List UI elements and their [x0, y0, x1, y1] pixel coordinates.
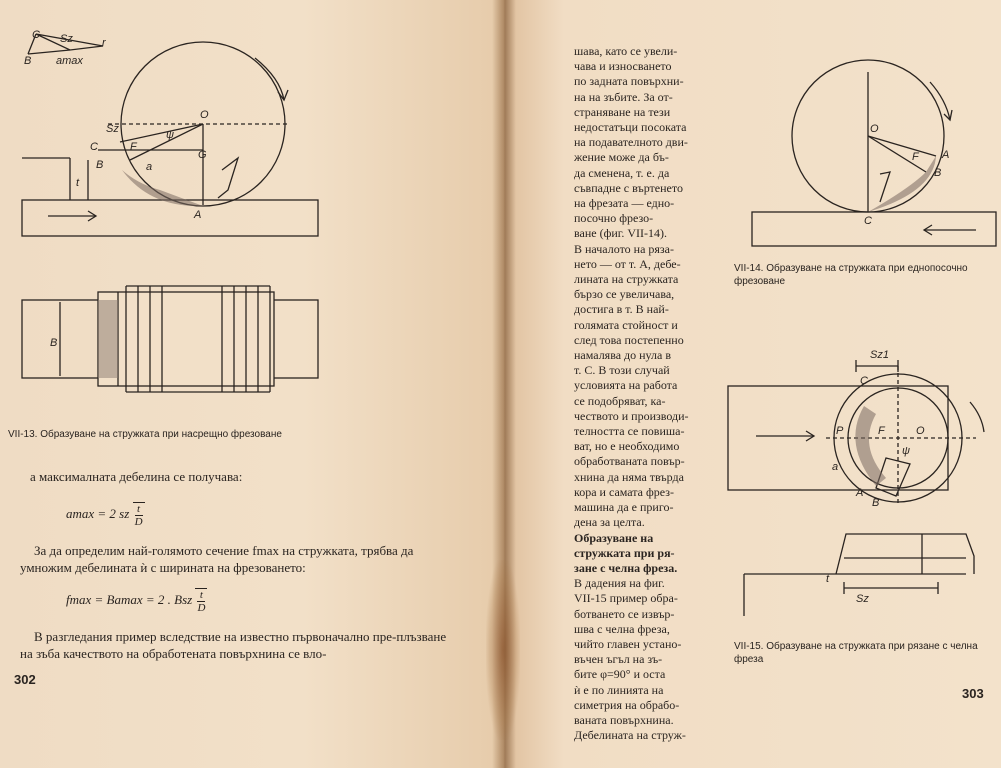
fig13-caption: VII-13. Образуване на стружката при насрещно фрезоване — [8, 429, 282, 440]
label-f-15: F — [878, 425, 885, 437]
page-number-left: 302 — [14, 672, 36, 687]
column-line: голямата стойност и — [574, 317, 678, 332]
column-line: бързо се увеличава, — [574, 287, 675, 302]
page-stain — [486, 560, 520, 740]
column-line: ване (фиг. VII-14). — [574, 226, 667, 241]
text-max-section: За да определим най-голямото сечение fmax на стружката, трябва да умножим дебелината ѝ с ширината на фрезоването: — [20, 543, 414, 575]
label-sz: Sz — [106, 123, 119, 135]
label-p: P — [836, 425, 844, 437]
eq1-den: D — [134, 516, 143, 528]
label-r: r — [102, 37, 106, 49]
column-line: на на зъбите. За от- — [574, 89, 673, 104]
column-line: ботването се извър- — [574, 606, 675, 621]
label-g: G — [198, 149, 207, 161]
column-line: В началото на ряза- — [574, 241, 674, 256]
column-line: недостатъци посоката — [574, 120, 687, 135]
column-line: на фрезата — едно- — [574, 196, 675, 211]
label-c: C — [90, 141, 98, 153]
label-sz-15: Sz — [856, 593, 869, 605]
column-line: т. C. В този случай — [574, 363, 670, 378]
eq2-left: fmax = Bamax = 2 . Bsz — [66, 591, 193, 607]
column-line: по задната повърхни- — [574, 74, 684, 89]
column-line: въчен ъгъл на зъ- — [574, 652, 663, 667]
label-amax: amax — [56, 55, 83, 67]
column-line: Образуване на — [574, 530, 654, 545]
column-line: нето — от т. A, дебе- — [574, 256, 681, 271]
column-line: ваната повърхнина. — [574, 712, 674, 727]
column-line: след това постепенно — [574, 332, 684, 347]
column-line: симетрия на обрабо- — [574, 697, 680, 712]
label-o-14: O — [870, 123, 879, 135]
column-line: обработваната повър- — [574, 454, 685, 469]
column-line: зане с челна фреза. — [574, 560, 678, 575]
label-c-14: C — [864, 215, 872, 227]
label-psi-15: ψ — [902, 445, 911, 457]
label-f: F — [130, 141, 137, 153]
label-c-15: C — [860, 375, 868, 387]
fig14-caption: VII-14. Образуване на стружката при еднопосочно фрезоване — [734, 263, 968, 287]
figure-vii-14 — [750, 52, 1000, 252]
column-line: ват, но е необходимо — [574, 439, 680, 454]
column-line: шава, като се увели- — [574, 44, 678, 58]
column-line: се подобряват, ка- — [574, 393, 666, 408]
equation-amax — [66, 502, 145, 528]
column-line: съвпадне с въртенето — [574, 180, 683, 195]
eq1-left: amax = 2 sz — [66, 505, 130, 521]
label-c-vector: C — [32, 29, 40, 41]
eq2-num: t — [197, 589, 205, 602]
label-a-point: A — [194, 209, 202, 221]
label-o: O — [200, 109, 209, 121]
column-line: чийто главен устано- — [574, 636, 682, 651]
fig15-caption: VII-15. Образуване на стружката при рязане с челна фреза — [734, 641, 978, 665]
label-t: t — [76, 177, 80, 189]
label-sz1: Sz1 — [870, 349, 889, 361]
column-line: условията на работа — [574, 378, 678, 393]
label-apoint-15: A — [856, 487, 864, 499]
column-line: VII-15 пример обра- — [574, 591, 678, 606]
equation-fmax — [66, 588, 207, 614]
column-line: чава и износването — [574, 59, 672, 74]
hatched-chip-area — [98, 300, 118, 378]
label-t-15: t — [826, 573, 830, 585]
column-line: жение може да бъ- — [574, 150, 669, 165]
label-psi: ψ — [166, 129, 175, 141]
figure-vii-13 — [10, 20, 340, 420]
label-b: B — [96, 159, 104, 171]
column-line: на подавателното дви- — [574, 135, 688, 150]
figure-vii-15 — [726, 346, 992, 626]
label-b-width: B — [50, 337, 58, 349]
column-line: да сменена, т. е. да — [574, 165, 670, 180]
label-a-14: A — [942, 149, 950, 161]
label-b-vector: B — [24, 55, 32, 67]
label-a-15: a — [832, 461, 839, 473]
column-line: ѝ е по линията на — [574, 682, 664, 697]
column-line: дена за целта. — [574, 515, 645, 530]
label-f-14: F — [912, 151, 919, 163]
column-line: В дадения на фиг. — [574, 576, 665, 591]
page-number-right: 303 — [962, 686, 984, 701]
column-line: чеството и производи- — [574, 408, 689, 423]
label-b-14: B — [934, 167, 942, 179]
column-line: стружката при ря- — [574, 545, 675, 560]
eq2-sqrt — [195, 588, 207, 614]
eq1-num: t — [135, 503, 143, 516]
column-line: бите φ=90° и оста — [574, 667, 666, 682]
column-line: телността се повиша- — [574, 424, 685, 439]
label-o-15: O — [916, 425, 925, 437]
column-line: кора и самата фрез- — [574, 484, 674, 499]
column-line: хнина да няма твърда — [574, 469, 684, 484]
text-column — [574, 44, 706, 743]
eq1-sqrt — [133, 502, 145, 528]
label-a: a — [146, 161, 153, 173]
eq2-den: D — [197, 602, 206, 614]
column-line: страняване на тези — [574, 104, 671, 119]
text-max-thickness: а максималната дебелина се получава: — [30, 469, 243, 484]
column-line: машина да е приго- — [574, 500, 674, 515]
column-line: намалява до нула в — [574, 348, 672, 363]
label-b-15: B — [872, 497, 880, 509]
column-line: лината на стружката — [574, 272, 679, 287]
column-line: шва с челна фреза, — [574, 621, 670, 636]
column-line: достига в т. B най- — [574, 302, 669, 317]
column-line: посочно фрезо- — [574, 211, 654, 226]
column-line: Дебелината на струж- — [574, 728, 686, 743]
text-example: В разгледания пример вследствие на известно първоначално пре-плъзване на зъба качеството на обработената повърхнина се вло- — [20, 629, 447, 661]
label-sz-vector: Sz — [60, 33, 73, 45]
